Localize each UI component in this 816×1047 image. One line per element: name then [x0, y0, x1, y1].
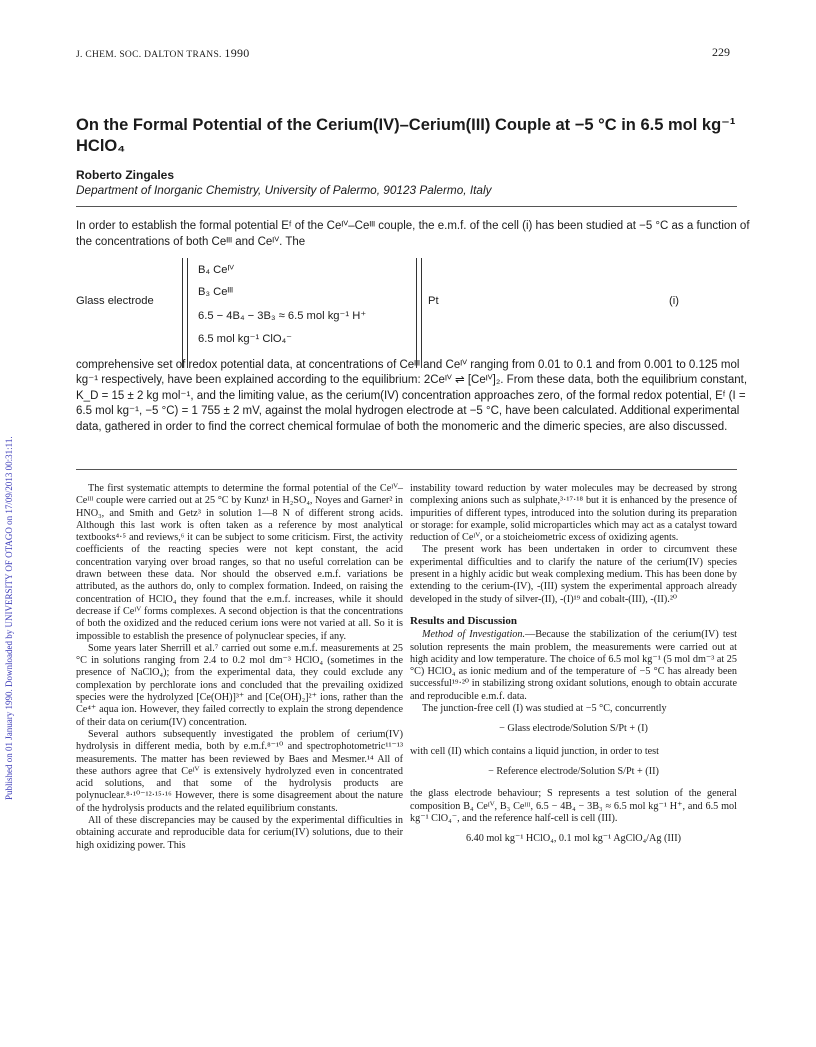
- journal-year: 1990: [224, 46, 250, 60]
- article-title: On the Formal Potential of the Cerium(IV)–Cerium(III) Couple at −5 °C in 6.5 mol kg⁻¹ HClO₄: [76, 116, 736, 155]
- section-heading: Results and Discussion: [410, 614, 517, 627]
- body-column-left: [76, 483, 403, 852]
- cell-composition-line: 6.5 − 4B₄ − 3B₃ ≈ 6.5 mol kg⁻¹ H⁺: [198, 310, 367, 322]
- body-column-right: [410, 483, 737, 855]
- abstract-intro: In order to establish the formal potential Eᶠ of the Ceᴵⱽ–Ceᴵᴵᴵ couple, the e.m.f. of the cell (i) has been studied at −5 °C as a function of the concentrations of both Ceᴵᴵᴵ and Ceᴵⱽ. The: [76, 220, 750, 248]
- cell-boundary-line: [416, 258, 417, 368]
- cell-boundary-line: [182, 258, 183, 368]
- body-paragraph: the glass electrode behaviour; S represents a test solution of the general composition B₄ Ceᴵⱽ, B₃ Ceᴵᴵᴵ, 6.5 − 4B₄ − 3B₃ ≈ 6.5 mol kg⁻¹ H⁺, and 6.5 mol kg⁻¹ ClO₄⁻, and the reference half-cell is cell (III).: [410, 788, 737, 824]
- download-watermark: [4, 150, 18, 800]
- cell-label: (i): [669, 295, 679, 307]
- body-paragraph: The first systematic attempts to determine the formal potential of the Ceᴵⱽ–Ceᴵᴵᴵ couple were carried out at 25 °C by Kunz¹ in H₂SO₄, Noyes and Garner² in HNO₃, and Smith and Getz³ in solution 1—8 N of different strong acids. Although this last work is often taken as a reference by most analytical textbooks⁴·⁵ and reviews,⁶ it can be subject to some criticism. First, the activity coefficients of the reacting species were not kept constant, the acid concentration varying over broad ranges, so that no useful correlation can be drawn between these data. Nor should the observed e.m.f. variations be attributed, as the authors do, only to complex formation. Indeed, on raising the concentration of HClO₄ they found that the e.m.f. increases, while it should decrease if Ceᴵⱽ forms complexes. A second objection is that the concentrations of both the oxidized and the reduced cerium ions were not varied at all. So it is impossible to establish the presence of polynuclear species, if any.: [76, 483, 403, 642]
- cell-boundary-line: [187, 258, 188, 368]
- author-affiliation: Department of Inorganic Chemistry, University of Palermo, 90123 Palermo, Italy: [76, 183, 492, 197]
- body-paragraph: All of these discrepancies may be caused by the experimental difficulties in obtaining accurate and reproducible data for cerium(IV) solutions, due to their high oxidizing power. This: [76, 815, 403, 851]
- body-paragraph: The present work has been undertaken in order to circumvent these experimental difficulties and to clarify the nature of the cerium(IV) species present in a highly acidic but weak complexing medium. This has been done by extending to the cerium-(IV), -(III) system the experimental approach already developed in the study of silver-(II), -(I)¹⁹ and cobalt-(III), -(II).²⁰: [410, 544, 737, 605]
- subsection-heading: Method of Investigation.: [422, 629, 526, 641]
- cell-composition-line: B₄ Ceᴵⱽ: [198, 264, 235, 276]
- abstract-body: comprehensive set of redox potential data, at concentrations of Ceᴵᴵᴵ and Ceᴵⱽ ranging from 0.01 to 0.1 and from 0.001 to 0.125 mol kg⁻¹ respectively, have been explained according to the equilibrium: 2Ceᴵⱽ ⇌ [Ceᴵⱽ]₂. From these data, both the equilibrium constant, K_D = 15 ± 2 kg mol⁻¹, and the limiting value, as the cerium(IV) concentration approaches zero, of the formal redox potential, Eᶠ (I = 6.5 mol kg⁻¹, −5 °C) = 1 755 ± 2 mV, against the molal hydrogen electrode at −5 °C, have been calculated. Additional experimental data, gathered in order to find the correct chemical formulae of both the monomeric and the dimeric species, are also discussed.: [76, 359, 748, 433]
- equation-cell-1: − Glass electrode/Solution S/Pt + (I): [499, 723, 648, 735]
- cell-boundary-line: [421, 258, 422, 368]
- page-number: 229: [712, 45, 730, 59]
- cell-right-electrode: Pt: [428, 295, 439, 307]
- body-paragraph-text: —Because the stabilization of the cerium(IV) test solution represents the main problem, the measurements were carried out at high acidity and low temperature. The choice of 6.5 mol kg⁻¹ (5 mol dm⁻³ at 25 °C) HClO₄ as ionic medium and of the temperature of −5 °C has already been successful¹⁹·²⁰ in stabilizing strong oxidant solutions, enough to obtain accurate and reproducible e.m.f. data.: [410, 629, 737, 702]
- download-watermark-text: Published on 01 January 1990. Downloaded by UNIVERSITY OF OTAGO on 17/09/2013 00:31:11.: [4, 436, 14, 800]
- cell-composition-line: 6.5 mol kg⁻¹ ClO₄⁻: [198, 333, 293, 345]
- cell-left-electrode: Glass electrode: [76, 295, 154, 307]
- equation-cell-2: − Reference electrode/Solution S/Pt + (II): [488, 765, 659, 777]
- cell-diagram: [76, 258, 736, 368]
- body-paragraph: Several authors subsequently investigated the problem of cerium(IV) hydrolysis in different media, both by e.m.f.⁸⁻¹⁰ and spectrophotometric¹¹⁻¹³ measurements. The matter has been reviewed by Baes and Mesmer.¹⁴ All of these authors agree that Ceᴵⱽ is extensively hydrolyzed even in concentrated acid solutions, and that some of the hydrolysis products are polynuclear.⁸·¹⁰⁻¹²·¹⁵·¹⁶ However, there is some disagreement about the nature of the hydrolysis products and the related equilibrium constants.: [76, 728, 403, 814]
- equation-cell-3: 6.40 mol kg⁻¹ HClO₄, 0.1 mol kg⁻¹ AgClO₄/Ag (III): [466, 833, 681, 845]
- body-paragraph: [410, 629, 737, 703]
- body-paragraph: Some years later Sherrill et al.⁷ carried out some e.m.f. measurements at 25 °C in solutions ranging from 2.4 to 0.2 mol dm⁻³ HClO₄ (sometimes in the presence of NaClO₄); from the experimental data, they could exclude any complexation by perchlorate ions and concluded that the prevailing oxidized species were the hydrolyzed [Ce(OH)]³⁺ and [Ce(OH)₂]²⁺ ions, rather than the Ce⁴⁺ aqua ion. However, they failed correctly to explain the strong dependence of their data on cerium(IV) concentration.: [76, 642, 403, 728]
- author-name: Roberto Zingales: [76, 168, 175, 182]
- journal-name: J. CHEM. SOC. DALTON TRANS.: [76, 50, 222, 60]
- abstract-top-rule: [76, 206, 737, 207]
- body-paragraph: instability toward reduction by water molecules may be decreased by strong complexing anions such as sulphate,³·¹⁷·¹⁸ but it is enhanced by the presence of impurities of different types, introduced into the solution during its preparation or storage: for example, solid microparticles which may act as a catalyst toward reduction of Ceᴵⱽ, or a stoicheiometric excess of oxidizing agents.: [410, 483, 737, 544]
- abstract-bottom-rule: [76, 469, 737, 470]
- cell-composition-line: B₃ Ceᴵᴵᴵ: [198, 286, 234, 298]
- body-paragraph: with cell (II) which contains a liquid junction, in order to test: [410, 745, 659, 757]
- running-head: [76, 46, 250, 61]
- body-paragraph: The junction-free cell (I) was studied at −5 °C, concurrently: [422, 703, 667, 715]
